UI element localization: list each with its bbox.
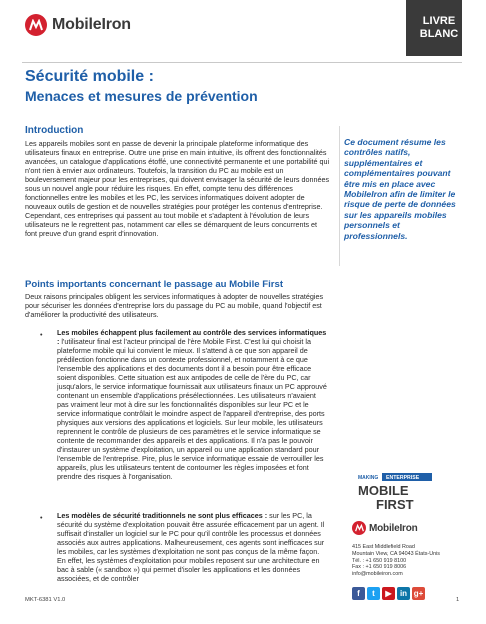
bullet-2-text: sur les PC, la sécurité du système d'exploitation pouvait être assurée efficacement par un agent. Il suffisait d'installer un logiciel sur le PC pour qu'il contrôle les processus et données associés aux autres applications. Malheureusement, ces agents sont inefficaces sur les mobiles, car les systèmes d'exploitation ne sont pas conçus de la même façon. En effet, les systèmes d'exploitation pour mobiles reposent sur une architecture en bac à sable (« sandbox ») qui permet d'isoler les applications et les données associées, et de contrôler bbox=[57, 511, 325, 583]
bullet-item-2 bbox=[57, 511, 329, 583]
doc-type-line2: BLANC bbox=[419, 28, 459, 40]
sidenote-divider bbox=[339, 126, 340, 266]
bullet-item-1 bbox=[57, 328, 329, 481]
page-subtitle: Menaces et mesures de prévention bbox=[25, 88, 258, 104]
mobileiron-logo-icon bbox=[25, 14, 47, 36]
document-code: MKT-6381 V1.0 bbox=[25, 597, 66, 603]
page-number: 1 bbox=[456, 597, 460, 603]
page-title: Sécurité mobile : bbox=[25, 68, 154, 85]
sidenote-summary: Ce document résume les contrôles natifs, supplémentaires et complémentaires pouvant être mis en place avec MobileIron afin de limiter le risque de perte de données sur les appareils mobiles personnels et professionnels. bbox=[344, 137, 456, 241]
bullet-1-text: l'utilisateur final est l'acteur principal de l'ère Mobile First. C'est lui qui choisit la plateforme mobile qui lui convient le mieux. Il s'attend à ce que son appareil de prédilection fonctionne dans un contexte professionnel, et notamment à ce que l'ensemble des applications et des documents dont il a besoin pour être efficace soient disponibles. Cette situation est aux antipodes de celle de l'ère du PC, car jusqu'alors, le service informatique fournissait aux utilisateurs finaux un PC approuvé contenant un ensemble d'applications présélectionnées. Les utilisateurs n'avaient pas vraiment leur mot à dire sur les fonctionnalités disponibles sur leur PC et le service informatique contrôlait le moindre aspect de l'appareil d'entreprise, des ports physiques aux versions des applications et logiciels. Sur leur mobile, les utilisateurs reprennent le contrôle de plusieurs de ces paramètres et le service informatique se contente de recommander des appareils et des applications. Il n'a pas le pouvoir d'instaurer un système d'exploitation, un appareil ou une application standard pour l'ensemble de l'entreprise. Pire, plus le service informatique essaie de verrouiller les appareils, plus les utilisateurs tentent de contourner les règles imposées et font prendre des risques à l'organisation. bbox=[57, 337, 327, 481]
intro-heading: Introduction bbox=[25, 125, 84, 136]
badge-enterprise: ENTERPRISE bbox=[386, 475, 420, 481]
bullet-1-lead: Les mobiles échappent plus facilement au contrôle des services informatiques : bbox=[57, 328, 327, 346]
making-enterprise-mobile-first-badge bbox=[352, 470, 436, 512]
contact-logo bbox=[352, 521, 418, 535]
linkedin-icon[interactable]: in bbox=[397, 587, 410, 600]
badge-making: MAKING bbox=[358, 475, 379, 481]
address-line-1: 415 East Middlefield Road bbox=[352, 544, 415, 550]
doc-type-line1: LIVRE bbox=[422, 15, 456, 27]
bullet-marker: • bbox=[40, 513, 43, 522]
facebook-icon[interactable]: f bbox=[352, 587, 365, 600]
contact-brand: MobileIron bbox=[369, 522, 418, 534]
contact-address bbox=[352, 544, 462, 578]
brand-name: MobileIron bbox=[52, 16, 131, 33]
points-heading: Points importants concernant le passage au Mobile First bbox=[25, 279, 284, 290]
header-divider bbox=[22, 62, 462, 63]
social-icons bbox=[352, 587, 425, 600]
bullet-marker: • bbox=[40, 330, 43, 339]
fax-number: Fax : +1 650 919 8006 bbox=[352, 564, 407, 571]
points-paragraph: Deux raisons principales obligent les services informatiques à adopter de nouvelles stratégies pour sécuriser les données d'entreprise lors du passage du PC au mobile, quand l'objectif est d'améliorer la productivité des utilisateurs. bbox=[25, 292, 324, 319]
bullet-2-lead: Les modèles de sécurité traditionnels ne sont plus efficaces : bbox=[57, 511, 268, 520]
twitter-icon[interactable]: t bbox=[367, 587, 380, 600]
phone-number: Tél. : +1 650 919 8100 bbox=[352, 557, 407, 564]
address-line-2: Mountain View, CA 94043 États-Unis bbox=[352, 550, 440, 557]
intro-paragraph: Les appareils mobiles sont en passe de devenir la principale plateforme informatique des utilisateurs finaux en entreprise. Outre une prise en main intuitive, ils offrent des fonctionnalités avancées, un catalogue d'applications étoffé, une connectivité permanente et une portabilité qui n'ont rien à envier aux ordinateurs. Toutefois, la transition du PC au mobile est un bouleversement majeur pour les entreprises, qui doivent envisager la sécurité de leurs données sous un nouvel angle pour réduire les risques. En effet, compte tenu des différences fonctionnelles entre les mobiles et les PC, les services informatiques doivent adopter de nouveaux outils de gestion et de nouvelles stratégies pour protéger les contenus d'entreprise. Cependant, ces entreprises qui passent au tout mobile et s'adaptent à l'évolution de leurs utilisateurs ne le regrettent pas, notamment car elles se démarquent de leurs concurrents et font preuve d'un grand esprit d'innovation. bbox=[25, 139, 330, 238]
google-plus-icon[interactable]: g+ bbox=[413, 589, 424, 598]
mobileiron-small-logo-icon bbox=[352, 521, 366, 535]
email-link[interactable]: info@mobileiron.com bbox=[352, 571, 403, 578]
document-type-tag bbox=[416, 0, 462, 56]
mobileiron-logo bbox=[25, 14, 131, 36]
badge-first: FIRST bbox=[376, 497, 414, 512]
youtube-icon[interactable]: ▶ bbox=[382, 587, 395, 600]
badge-mobile: MOBILE bbox=[358, 483, 409, 498]
